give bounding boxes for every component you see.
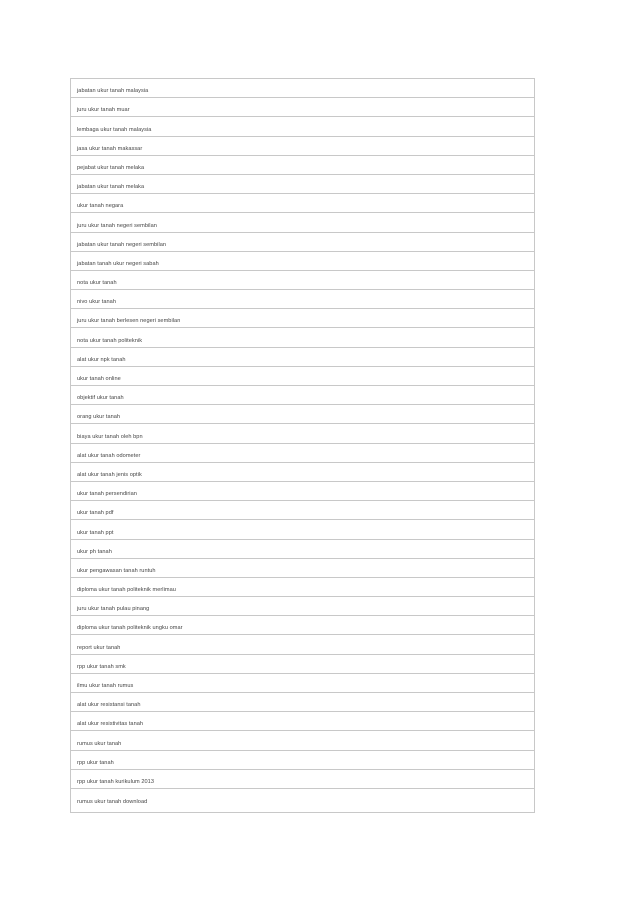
table-row — [71, 194, 534, 213]
row-label: alat ukur resistivitas tanah — [77, 721, 144, 728]
row-label: juru ukur tanah muar — [77, 107, 130, 114]
table-row — [71, 424, 534, 443]
row-label: juru ukur tanah berlesen negeri sembilan — [77, 318, 181, 325]
row-label: rumus ukur tanah download — [77, 799, 148, 806]
row-label: orang ukur tanah — [77, 414, 121, 421]
table-row — [71, 597, 534, 616]
table-row — [71, 271, 534, 290]
table-row — [71, 559, 534, 578]
table-row — [71, 655, 534, 674]
table-row — [71, 751, 534, 770]
table-row — [71, 309, 534, 328]
table-row — [71, 156, 534, 175]
row-label: ukur tanah persendirian — [77, 491, 137, 498]
table-row — [71, 501, 534, 520]
table-row — [71, 693, 534, 712]
row-label: juru ukur tanah negeri sembilan — [77, 222, 157, 229]
row-label: ukur tanah online — [77, 376, 121, 382]
row-label: diploma ukur tanah politeknik ungku omar — [77, 625, 183, 632]
table-row — [71, 789, 534, 808]
row-label: nota ukur tanah politeknik — [77, 337, 143, 344]
table-row — [71, 578, 534, 597]
table-row — [71, 137, 534, 156]
row-label: jabatan ukur tanah malaysia — [77, 88, 149, 95]
table-row — [71, 386, 534, 405]
row-label: ukur pengawasan tanah runtuh — [77, 567, 156, 574]
table-row — [71, 482, 534, 501]
row-label: jabatan ukur tanah negeri sembilan — [77, 241, 167, 248]
table-row — [71, 405, 534, 424]
row-label: alat ukur tanah odometer — [77, 452, 141, 459]
table-row — [71, 367, 534, 386]
row-label: pejabat ukur tanah melaka — [77, 164, 145, 171]
table-row — [71, 252, 534, 271]
row-label: diploma ukur tanah politeknik merlimau — [77, 587, 176, 594]
row-label: objektif ukur tanah — [77, 395, 124, 402]
row-label: lembaga ukur tanah malaysia — [77, 126, 152, 133]
row-label: alat ukur tanah jenis optik — [77, 471, 142, 478]
table-row — [71, 117, 534, 136]
row-label: ukur tanah negara — [77, 203, 124, 210]
row-label: ukur ph tanah — [77, 548, 112, 555]
row-label: alat ukur npk tanah — [77, 356, 126, 363]
row-label: ilmu ukur tanah rumus — [77, 683, 134, 689]
table-row — [71, 98, 534, 117]
row-label: rpp ukur tanah — [77, 759, 114, 766]
table-row — [71, 616, 534, 635]
row-label: alat ukur resistansi tanah — [77, 702, 141, 709]
table-row — [71, 540, 534, 559]
table-row — [71, 712, 534, 731]
table-row — [71, 233, 534, 252]
table-row — [71, 635, 534, 654]
row-label: biaya ukur tanah oleh bpn — [77, 433, 143, 440]
table-row — [71, 770, 534, 789]
row-label: ukur tanah ppt — [77, 529, 114, 536]
table-row — [71, 328, 534, 347]
row-label: nota ukur tanah — [77, 280, 117, 287]
table-row — [71, 175, 534, 194]
row-label: rumus ukur tanah — [77, 740, 122, 747]
table-row — [71, 348, 534, 367]
row-label: nivo ukur tanah — [77, 299, 116, 306]
row-label: juru ukur tanah pulau pinang — [77, 606, 150, 613]
table-row — [71, 520, 534, 539]
table-row — [71, 444, 534, 463]
table-row — [71, 731, 534, 750]
row-label: rpp ukur tanah smk — [77, 663, 126, 670]
search-terms-table — [70, 78, 535, 813]
row-label: report ukur tanah — [77, 644, 121, 651]
table-row — [71, 213, 534, 232]
table-row — [71, 674, 534, 693]
row-label: jabatan tanah ukur negeri sabah — [77, 260, 159, 267]
table-row — [71, 463, 534, 482]
row-label: rpp ukur tanah kurikulum 2013 — [77, 778, 155, 785]
row-label: jasa ukur tanah makassar — [77, 145, 143, 152]
row-label: ukur tanah pdf — [77, 510, 114, 517]
row-label: jabatan ukur tanah melaka — [77, 184, 145, 191]
table-row — [71, 290, 534, 309]
table-row — [71, 79, 534, 98]
